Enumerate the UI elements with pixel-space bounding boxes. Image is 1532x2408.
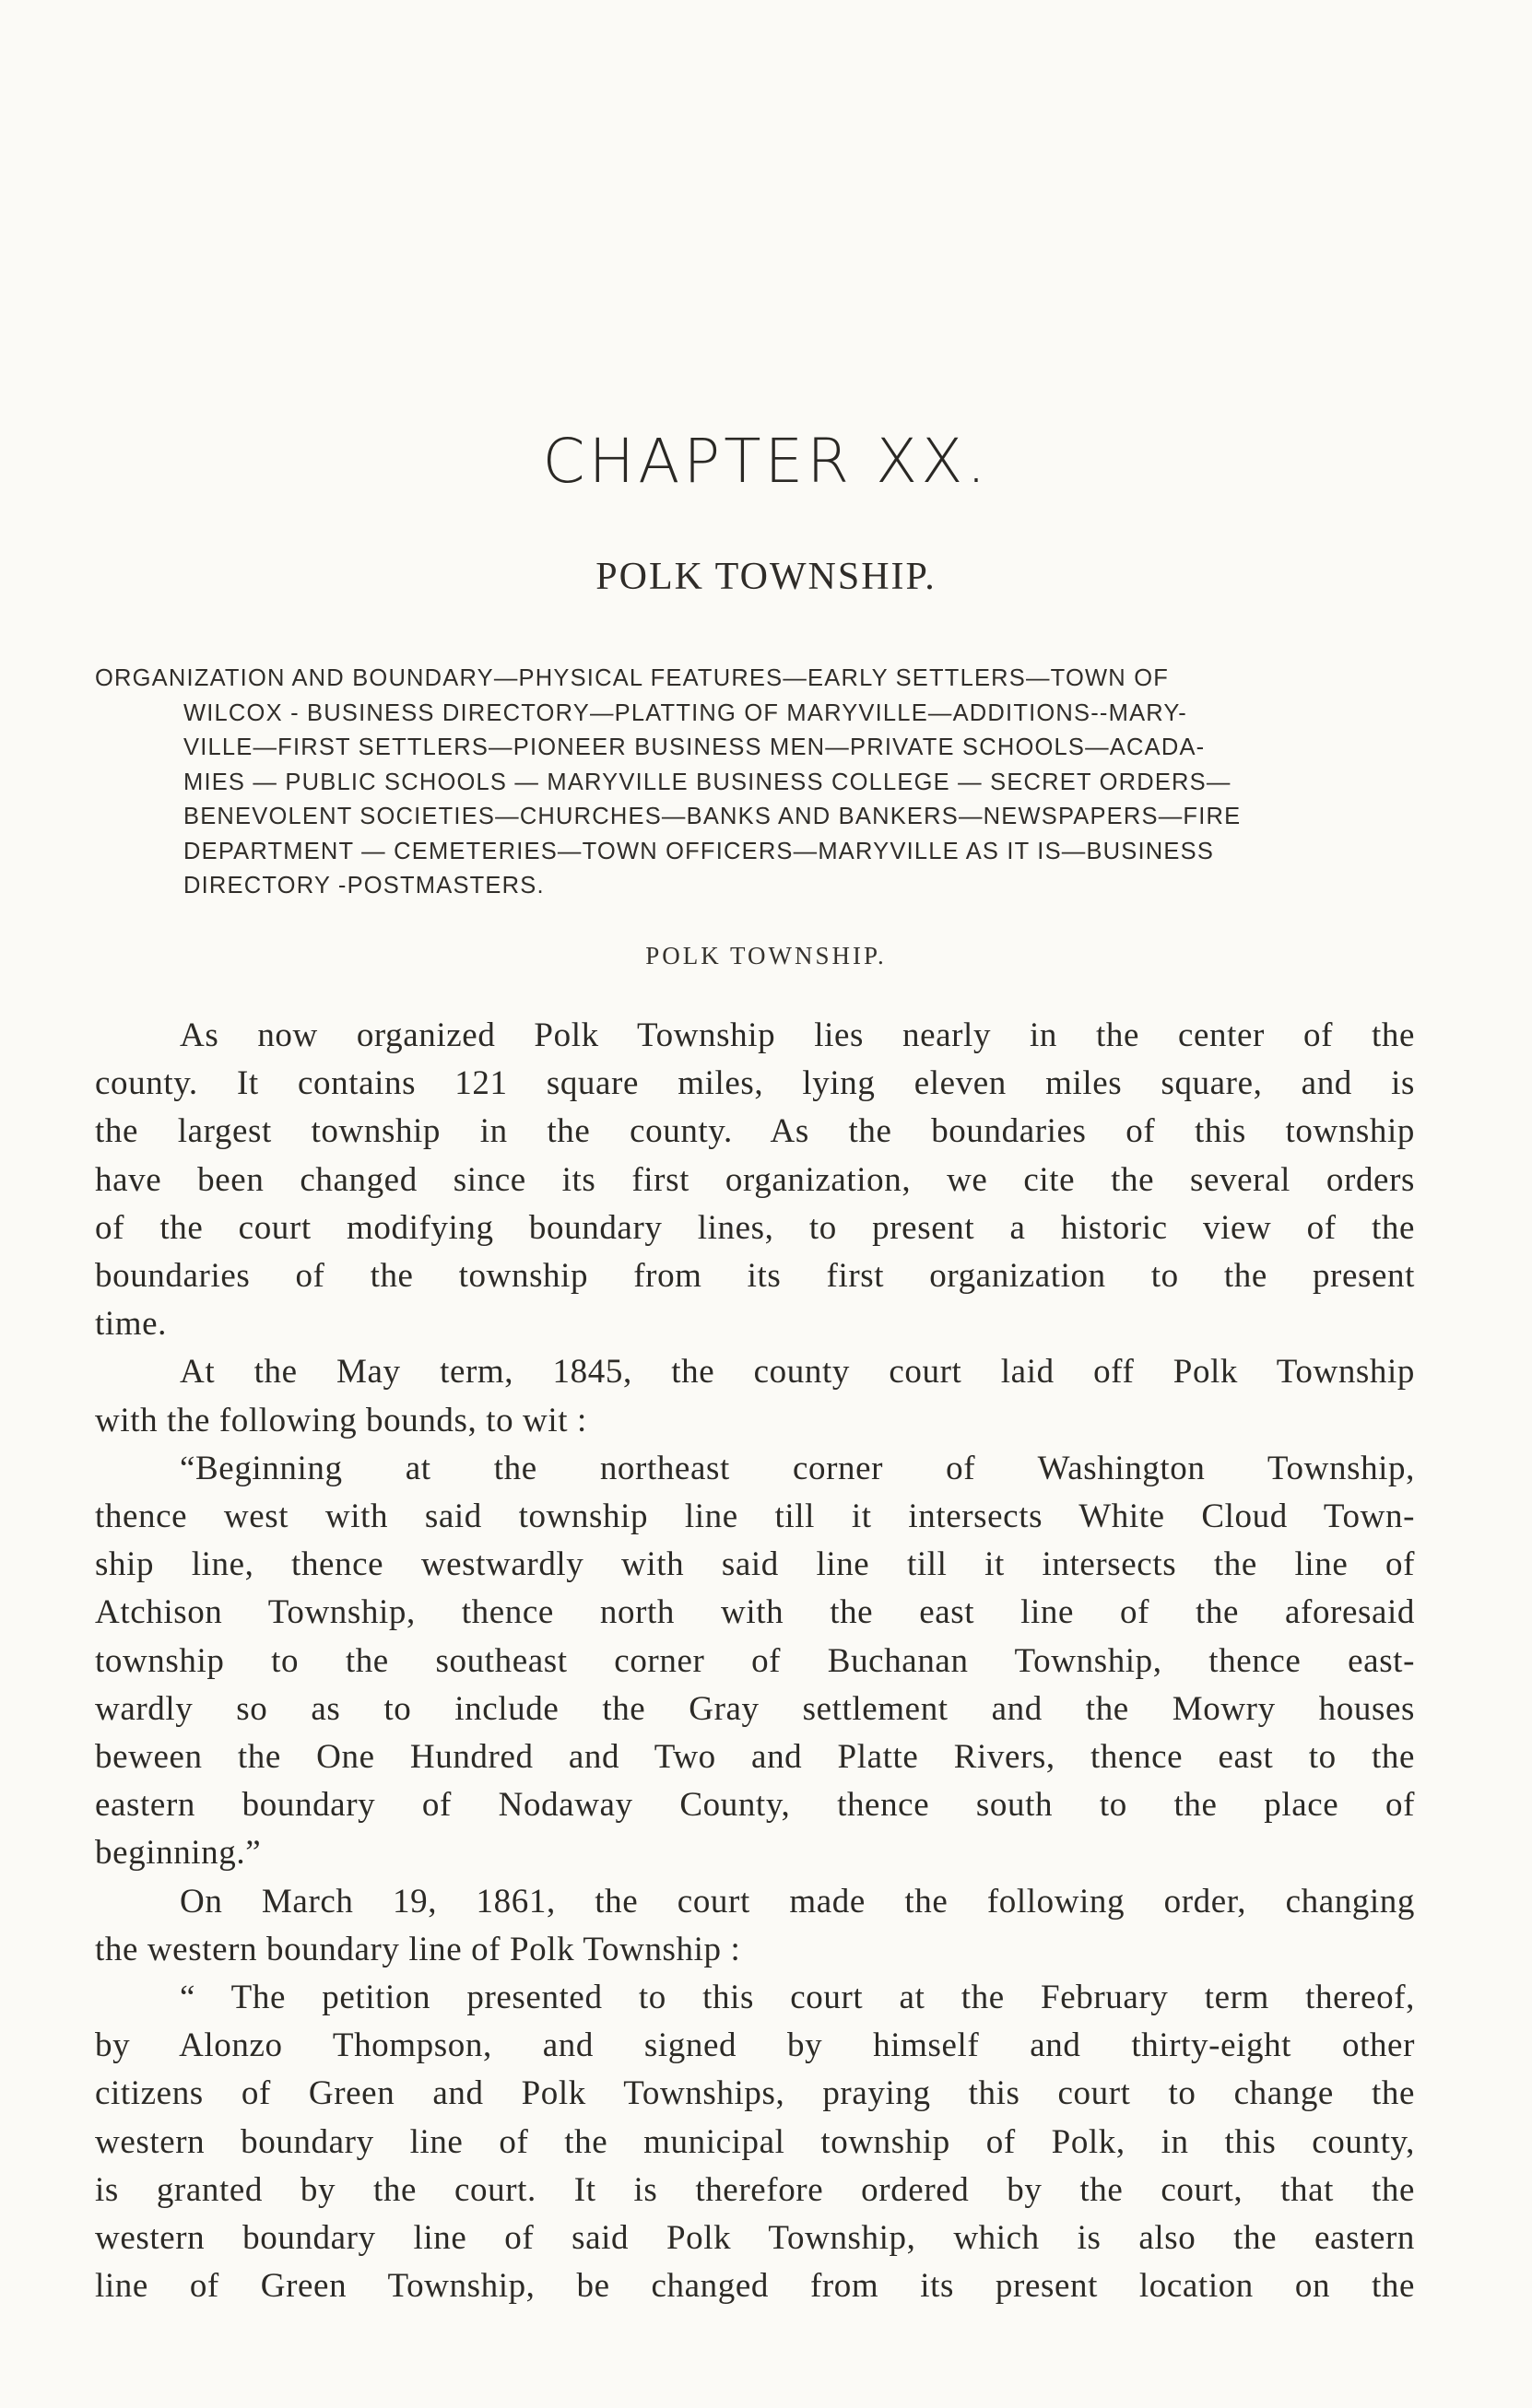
body-line: with the following bounds, to wit :: [95, 1401, 587, 1439]
body-line: by Alonzo Thompson, and signed by himself and thirty-eight other: [95, 2026, 1415, 2065]
body-line: the western boundary line of Polk Township :: [95, 1930, 741, 1968]
body-line: beween the One Hundred and Two and Platte Rivers, thence east to the: [95, 1738, 1415, 1777]
synopsis-line: DEPARTMENT — CEMETERIES—TOWN OFFICERS—MARYVILLE AS IT IS—BUSINESS: [183, 838, 1215, 864]
body-line: thence west with said township line till it intersects White Cloud Town-: [95, 1498, 1415, 1536]
chapter-synopsis: [95, 662, 1418, 904]
chapter-subtitle: POLK TOWNSHIP.: [595, 556, 937, 598]
body-line: “Beginning at the northeast corner of Washington Township,: [180, 1449, 1415, 1487]
body-line: eastern boundary of Nodaway County, thence south to the place of: [95, 1786, 1415, 1825]
body-line: the largest township in the county. As the boundaries of this township: [95, 1112, 1415, 1151]
body-line: have been changed since its first organization, we cite the several orders: [95, 1160, 1415, 1199]
body-line: time.: [95, 1305, 168, 1344]
body-line: boundaries of the township from its first organization to the present: [95, 1257, 1415, 1296]
body-line: At the May term, 1845, the county court laid off Polk Township: [180, 1353, 1415, 1392]
body-line: township to the southeast corner of Buchanan Township, thence east-: [95, 1641, 1415, 1680]
body-line: ship line, thence westwardly with said line till it intersects the line of: [95, 1545, 1415, 1584]
synopsis-line: BENEVOLENT SOCIETIES—CHURCHES—BANKS AND BANKERS—NEWSPAPERS—FIRE: [183, 804, 1242, 829]
body-text: [95, 1012, 1415, 2310]
body-line: Atchison Township, thence north with the east line of the aforesaid: [95, 1593, 1415, 1632]
body-line: wardly so as to include the Gray settlement and the Mowry houses: [95, 1689, 1415, 1728]
body-line: beginning.”: [95, 1834, 262, 1873]
synopsis-line: WILCOX - BUSINESS DIRECTORY—PLATTING OF MARYVILLE—ADDITIONS--MARY-: [183, 699, 1187, 726]
body-line: As now organized Polk Township lies nearly in the center of the: [180, 1016, 1415, 1054]
synopsis-line: DIRECTORY -POSTMASTERS.: [183, 873, 545, 899]
synopsis-line: MIES — PUBLIC SCHOOLS — MARYVILLE BUSINESS COLLEGE — SECRET ORDERS—: [183, 769, 1231, 795]
synopsis-line: ORGANIZATION AND BOUNDARY—PHYSICAL FEATURES—EARLY SETTLERS—TOWN OF: [95, 665, 1170, 691]
body-line: is granted by the court. It is therefore ordered by the court, that the: [95, 2170, 1415, 2209]
section-heading: POLK TOWNSHIP.: [645, 942, 887, 969]
body-line: line of Green Township, be changed from its present location on the: [95, 2267, 1415, 2306]
synopsis-line: VILLE—FIRST SETTLERS—PIONEER BUSINESS MEN—PRIVATE SCHOOLS—ACADA-: [183, 734, 1206, 760]
body-line: On March 19, 1861, the court made the following order, changing: [180, 1882, 1415, 1921]
body-line: county. It contains 121 square miles, lying eleven miles square, and is: [95, 1064, 1415, 1103]
chapter-title: CHAPTER XX.: [542, 426, 990, 497]
body-line: citizens of Green and Polk Townships, praying this court to change the: [95, 2074, 1415, 2113]
body-line: of the court modifying boundary lines, to present a historic view of the: [95, 1208, 1415, 1247]
body-line: western boundary line of the municipal township of Polk, in this county,: [95, 2122, 1415, 2161]
body-line: “ The petition presented to this court at the February term thereof,: [180, 1979, 1415, 2017]
body-line: western boundary line of said Polk Township, which is also the eastern: [95, 2219, 1415, 2258]
